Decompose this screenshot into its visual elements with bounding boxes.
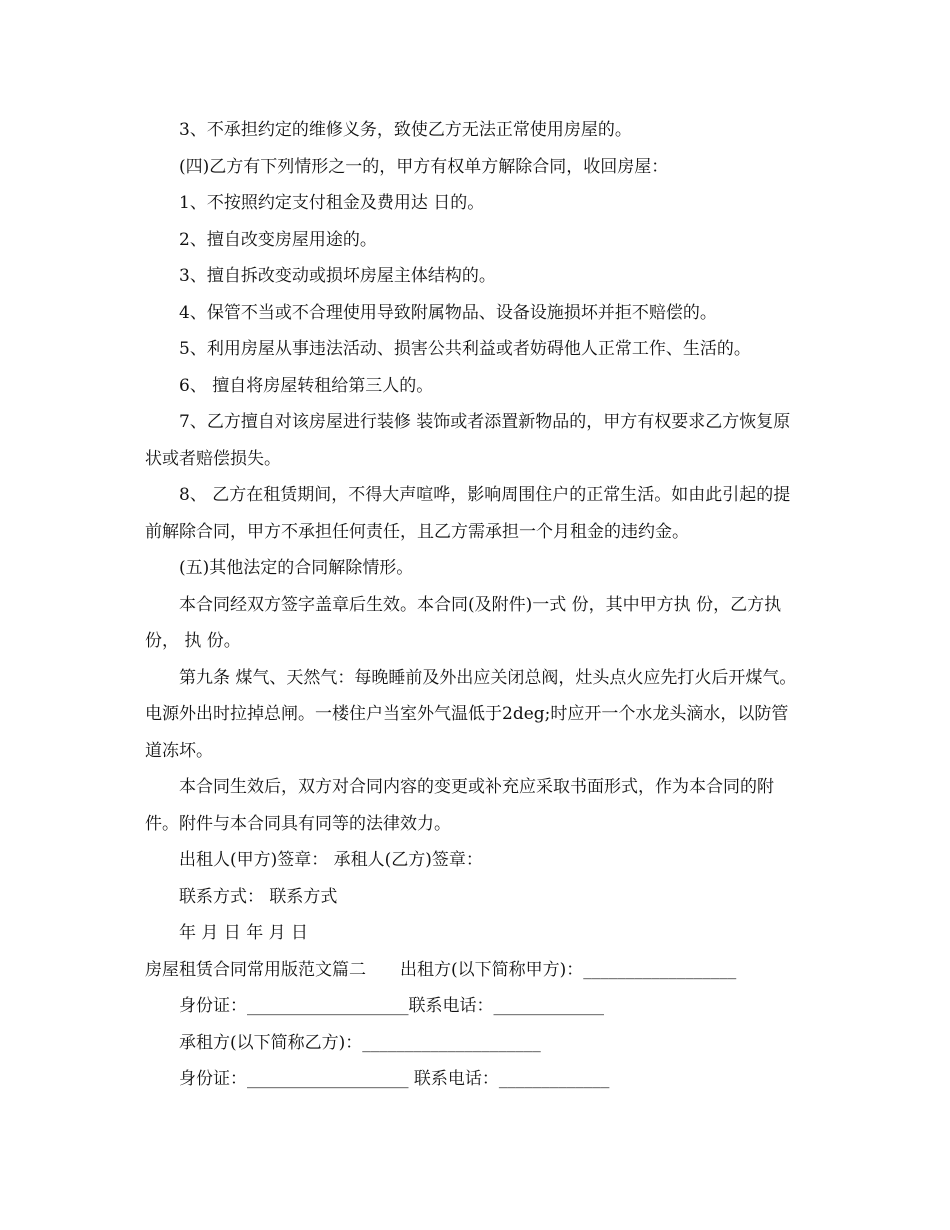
document-body [145,112,805,1098]
clause-text: (四)乙方有下列情形之一的，甲方有权单方解除合同，收回房屋： [179,156,669,177]
clause-text: 3、擅自拆改变动或损坏房屋主体结构的。 [179,266,496,286]
clause-text: 本合同经双方签字盖章后生效。本合同(及附件)一式 份，其中甲方执 份，乙方执 份， 执 份。 [145,594,782,651]
clause-text: 7、乙方擅自对该房屋进行装修 装饰或者添置新物品的，甲方有权要求乙方恢复原状或者赔偿损失。 [145,412,791,469]
date-line: 年 月 日 年 月 日 [179,923,309,943]
clause-text: 6、 擅自将房屋转租给第三人的。 [179,375,434,396]
section-two-heading: 房屋租赁合同常用版范文篇二 出租方(以下简称甲方)：__________________ [145,959,737,980]
clause-text: 2、擅自改变房屋用途的。 [179,229,377,250]
form-line-id-phone-lessee: 身份证：___________________ 联系电话：_____________ [179,1069,610,1089]
clause-text: 3、不承担约定的维修义务，致使乙方无法正常使用房屋的。 [179,120,632,140]
form-line-lessee: 承租方(以下简称乙方)：_____________________ [179,1032,541,1053]
clause-text: 第九条 煤气、天然气：每晚睡前及外出应关闭总阀，灶头点火应先打火后开煤气。电源外出时拉掉总闸。一楼住户当室外气温低于2deg;时应开一个水龙头滴水，以防管道冻坏。 [145,667,797,761]
clause-text: 本合同生效后，双方对合同内容的变更或补充应采取书面形式，作为本合同的附件。附件与本合同具有同等的法律效力。 [145,777,774,834]
clause-text: 1、不按照约定支付租金及费用达 日的。 [179,193,485,213]
clause-text: 4、保管不当或不合理使用导致附属物品、设备设施损坏并拒不赔偿的。 [179,302,717,323]
clause-text: (五)其他法定的合同解除情形。 [179,558,414,578]
clause-text: 8、 乙方在租赁期间，不得大声喧哗，影响周围住户的正常生活。如由此引起的提前解除合同，甲方不承担任何责任，且乙方需承担一个月租金的违约金。 [145,485,791,542]
contact-line: 联系方式： 联系方式 [179,886,338,907]
signature-line: 出租人(甲方)签章： 承租人(乙方)签章： [179,850,483,870]
form-line-id-phone: 身份证：___________________联系电话：_____________ [179,996,604,1016]
clause-text: 5、利用房屋从事违法活动、损害公共利益或者妨碍他人正常工作、生活的。 [179,339,751,359]
